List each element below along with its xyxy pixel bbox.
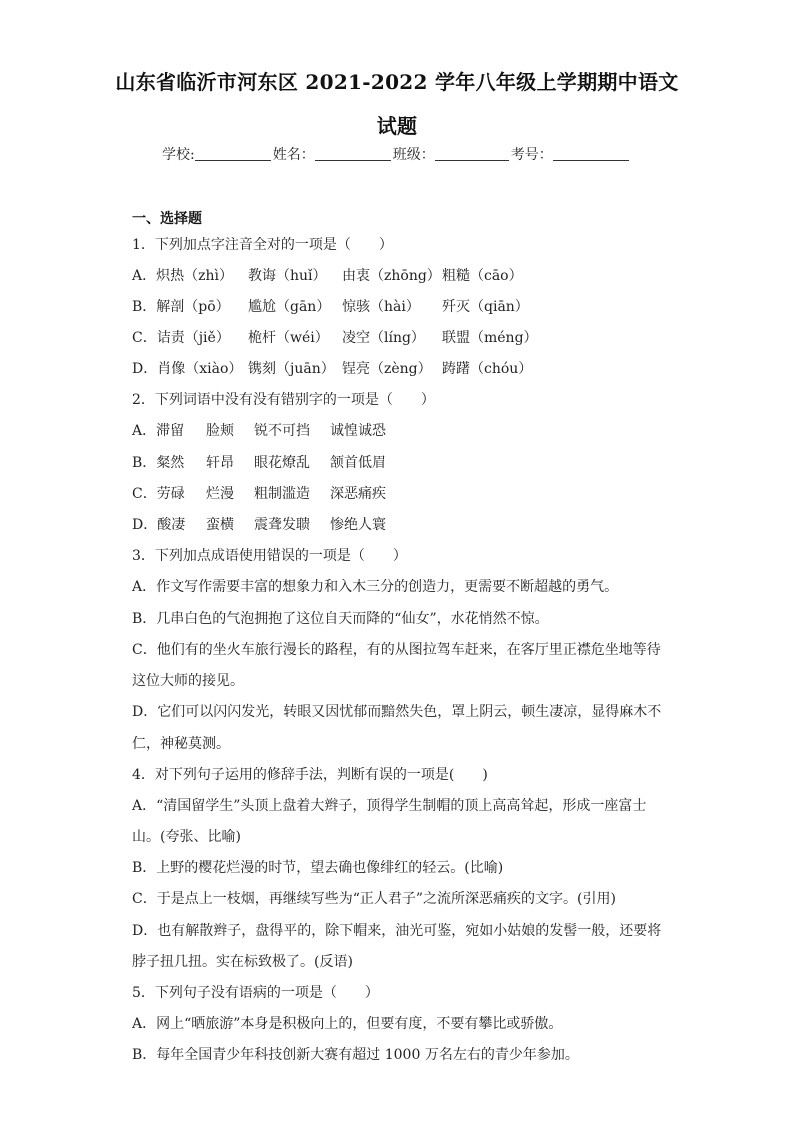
option-cell: 教诲（huǐ） [248,268,327,284]
option-cell: 踌躇（chóu） [442,361,533,377]
option-row [132,327,538,347]
option-cell: 由衷（zhōng） [342,268,441,284]
option-cell: 烂漫 [206,486,234,502]
exam-no-label: 考号： [510,147,553,163]
option-cell: A．炽热（zhì） [132,268,233,284]
page-title-continued: 试题 [376,114,418,138]
option-row [132,483,386,503]
option-cell: 锃亮（zèng） [342,361,432,377]
school-blank[interactable] [195,146,271,161]
option-line: A．“清国留学生”头顶上盘着大辫子，顶得学生制帽的顶上高高耸起，形成一座富士 [132,798,647,814]
option-cell: 镌刻（juān） [248,361,335,377]
option-line: A．作文写作需要丰富的想象力和入木三分的创造力，更需要不断超越的勇气。 [132,579,619,595]
option-cell: B．解剖（pō） [132,299,230,315]
option-cell: A．滞留 [132,423,185,439]
option-line: D．它们可以闪闪发光，转眼又因忧郁而黯然失色，罩上阴云，顿生凄凉，显得麻木不 [132,704,662,720]
option-cell: 轩昂 [206,455,234,471]
option-cell: 惊骇（hài） [342,299,420,315]
option-line: 这位大师的接见。 [132,673,244,689]
question-stem: 2．下列词语中没有没有错别字的一项是（ ） [132,392,435,408]
option-cell: 脸颊 [206,423,234,439]
option-cell: 颔首低眉 [330,455,386,471]
section-title: 一、选择题 [132,211,202,227]
class-label: 班级： [392,147,435,163]
option-line: D．也有解散辫子，盘得平的，除下帽来，油光可鉴，宛如小姑娘的发髻一般，还要将 [132,923,662,939]
question-stem: 5．下列句子没有语病的一项是（ ） [132,985,379,1001]
option-cell: 尴尬（gān） [248,299,331,315]
option-cell: B．粲然 [132,455,185,471]
option-cell: 深恶痛疾 [330,486,386,502]
option-row [132,452,386,472]
option-row [132,514,386,534]
option-line: A．网上“晒旅游”本身是积极向上的，但要有度，不要有攀比或骄傲。 [132,1016,563,1032]
question-stem: 4．对下列句子运用的修辞手法，判断有误的一项是( ) [132,767,488,783]
question-stem: 1．下列加点字注音全对的一项是（ ） [132,237,393,253]
option-line: 山。(夸张、比喻) [132,829,241,845]
question-stem: 3．下列加点成语使用错误的一项是（ ） [132,548,407,564]
class-blank[interactable] [435,146,509,161]
name-label: 姓名： [272,147,315,163]
page-title: 山东省临沂市河东区 2021-2022 学年八年级上学期期中语文 [115,70,679,94]
option-row [132,358,532,378]
option-cell: 锐不可挡 [254,423,310,439]
option-cell: 诚惶诚恐 [330,423,386,439]
option-line: B．每年全国青少年科技创新大赛有超过 1000 万名左右的青少年参加。 [132,1047,579,1063]
option-cell: 眼花燎乱 [254,455,310,471]
exam-no-blank[interactable] [553,146,629,161]
option-cell: 惨绝人寰 [330,517,386,533]
option-cell: 歼灭（qiān） [442,299,529,315]
option-cell: 蛮横 [206,517,234,533]
student-info-line [162,144,629,164]
name-blank[interactable] [315,146,391,161]
option-row [132,296,529,316]
option-line: C．他们有的坐火车旅行漫长的路程，有的从图拉驾车赶来，在客厅里正襟危坐地等待 [132,642,661,658]
option-cell: 粗制滥造 [254,486,310,502]
option-cell: 联盟（méng） [442,330,538,346]
option-cell: 粗糙（cāo） [442,268,523,284]
option-cell: 震聋发聩 [254,517,310,533]
option-cell: D．肖像（xiào） [132,361,243,377]
school-label: 学校: [162,147,195,163]
option-row [132,265,523,285]
option-row [132,420,386,440]
option-cell: 桅杆（wéi） [248,330,329,346]
option-cell: D．酸凄 [132,517,186,533]
option-cell: 凌空（líng） [342,330,425,346]
option-line: C．于是点上一枝烟，再继续写些为“正人君子”之流所深恶痛疾的文字。(引用) [132,891,616,907]
option-cell: C．劳碌 [132,486,185,502]
option-line: B．几串白色的气泡拥抱了这位自天而降的“仙女”，水花悄然不惊。 [132,611,549,627]
option-line: 仁，神秘莫测。 [132,736,230,752]
option-cell: C．诘责（jiě） [132,330,230,346]
option-line: 脖子扭几扭。实在标致极了。(反语) [132,954,353,970]
option-line: B．上野的樱花烂漫的时节，望去确也像绯红的轻云。(比喻) [132,860,504,876]
